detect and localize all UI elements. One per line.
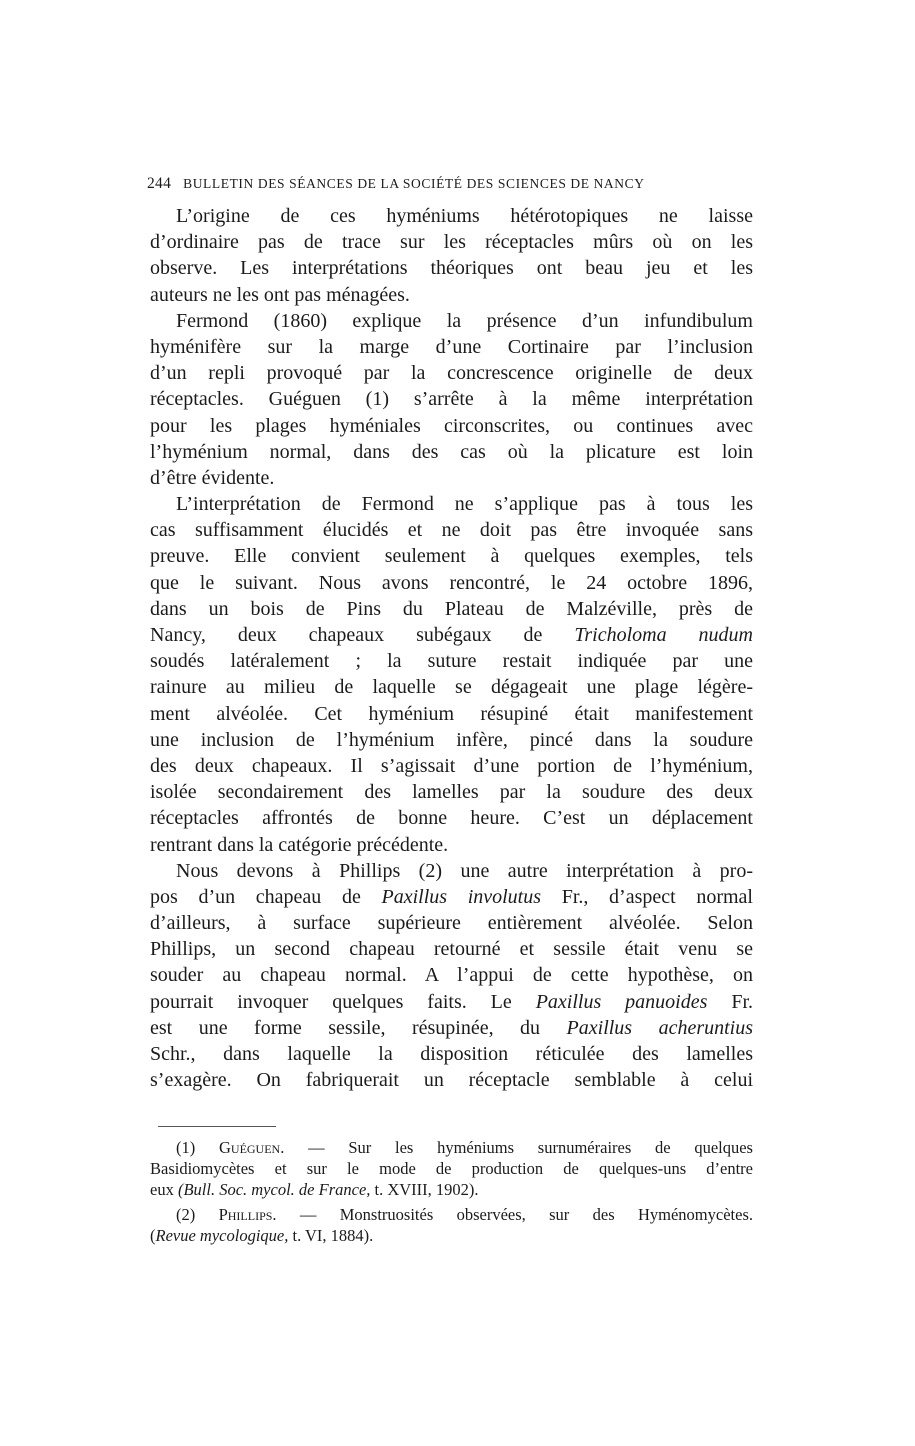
species-name: Paxillus acheruntius — [566, 1016, 754, 1039]
text-line — [150, 1179, 753, 1200]
text-line — [150, 884, 753, 910]
citation-title: (Bull. Soc. mycol. de France, — [177, 1180, 371, 1199]
text-line: réceptacles affrontés de bonne heure. C’est un déplacement — [150, 807, 753, 830]
paragraph-1 — [150, 203, 753, 308]
species-name: Paxillus panuoides — [535, 990, 708, 1013]
paragraph-3 — [150, 491, 753, 858]
text-segment: pourrait invoquer quelques faits. Le — [150, 990, 536, 1013]
footnote-mark: (1) — [176, 1138, 219, 1157]
text-segment: eux — [150, 1180, 178, 1199]
text-segment: Nancy, deux chapeaux subégaux de — [150, 624, 575, 646]
text-line — [150, 622, 753, 648]
text-line: d’ordinaire pas de trace sur les réceptacles mûrs où on les — [150, 231, 753, 254]
text-line: isolée secondairement des lamelles par la soudure des deux — [150, 781, 753, 804]
text-segment: t. VI, 1884). — [288, 1226, 374, 1245]
text-segment: Fr. — [707, 990, 754, 1013]
text-line: L’origine de ces hyméniums hétérotopiques ne laisse — [176, 205, 753, 227]
text-line — [150, 1225, 753, 1246]
journal-title: BULLETIN DES SÉANCES DE LA SOCIÉTÉ DES SCIENCES DE NANCY — [183, 176, 645, 191]
text-line: dans un bois de Pins du Plateau de Malzéville, près de — [150, 597, 753, 620]
text-segment: — Monstruosités observées, sur des Hyménomycètes. — [276, 1205, 753, 1224]
text-line: hyménifère sur la marge d’une Cortinaire par l’inclusion — [150, 335, 753, 358]
footnote-mark: (2) — [176, 1205, 219, 1224]
text-segment: — Sur les hyméniums surnuméraires de quelques — [284, 1138, 753, 1157]
text-line: s’exagère. On fabriquerait un réceptacle semblable à celui — [150, 1069, 753, 1092]
species-name: Tricholoma nudum — [574, 624, 753, 646]
text-line — [150, 1137, 753, 1158]
text-line: d’être évidente. — [150, 466, 275, 489]
text-line: rentrant dans la catégorie précédente. — [150, 833, 449, 856]
text-segment: Fr., d’aspect normal — [541, 885, 753, 908]
text-line: réceptacles. Guéguen (1) s’arrête à la même interprétation — [150, 388, 753, 411]
text-line: pour les plages hyméniales circonscrites, ou continues avec — [150, 414, 753, 437]
text-line: Fermond (1860) explique la présence d’un infundibulum — [176, 309, 753, 332]
text-segment: est une forme sessile, résupinée, du — [150, 1016, 567, 1039]
species-name: Paxillus involutus — [381, 885, 542, 908]
footnote-2 — [150, 1204, 753, 1246]
page-number: 244 — [147, 175, 172, 192]
text-line — [150, 1204, 753, 1225]
text-line: souder au chapeau normal. A l’appui de cette hypothèse, on — [150, 964, 753, 987]
text-line: ment alvéolée. Cet hyménium résupiné était manifestement — [150, 702, 753, 725]
paragraph-4 — [150, 858, 753, 1094]
text-line: soudés latéralement ; la suture restait indiquée par une — [150, 650, 753, 673]
text-segment: pos d’un chapeau de — [150, 885, 382, 908]
text-line — [150, 1015, 753, 1041]
text-line: des deux chapeaux. Il s’agissait d’une portion de l’hyménium, — [150, 754, 753, 777]
text-line: Basidiomycètes et sur le mode de production de quelques-uns d’entre — [150, 1159, 753, 1178]
text-line — [150, 989, 753, 1015]
text-segment: ( — [150, 1226, 156, 1245]
text-line: d’ailleurs, à surface supérieure entièrement alvéolée. Selon — [150, 912, 753, 935]
text-line: auteurs ne les ont pas ménagées. — [150, 283, 410, 306]
text-line: Nous devons à Phillips (2) une autre interprétation à pro- — [176, 859, 753, 882]
body-text — [150, 203, 753, 1093]
paragraph-2 — [150, 308, 753, 491]
text-line: une inclusion de l’hyménium infère, pincé dans la soudure — [150, 728, 753, 751]
text-line: que le suivant. Nous avons rencontré, le 24 octobre 1896, — [150, 571, 753, 594]
text-line: rainure au milieu de laquelle se dégageait une plage légère- — [150, 676, 753, 699]
footnote-author: Phillips. — [218, 1205, 277, 1224]
text-line: preuve. Elle convient seulement à quelques exemples, tels — [150, 545, 753, 568]
footnote-1 — [150, 1137, 753, 1200]
text-line: observe. Les interprétations théoriques ont beau jeu et les — [150, 257, 753, 280]
citation-title: Revue mycologique, — [155, 1226, 289, 1245]
running-head — [147, 175, 767, 193]
text-line: l’hyménium normal, dans des cas où la plicature est loin — [150, 440, 753, 463]
footnotes — [150, 1137, 753, 1250]
footnote-author: Guéguen. — [218, 1138, 285, 1157]
text-line: Phillips, un second chapeau retourné et sessile était venu se — [150, 938, 753, 961]
text-line: cas suffisamment élucidés et ne doit pas être invoquée sans — [150, 519, 753, 542]
footnote-rule — [158, 1126, 276, 1127]
text-line: L’interprétation de Fermond ne s’applique pas à tous les — [176, 493, 753, 516]
text-line: Schr., dans laquelle la disposition réticulée des lamelles — [150, 1043, 753, 1065]
text-line: d’un repli provoqué par la concrescence originelle de deux — [150, 362, 753, 385]
text-segment: t. XVIII, 1902). — [370, 1180, 479, 1199]
